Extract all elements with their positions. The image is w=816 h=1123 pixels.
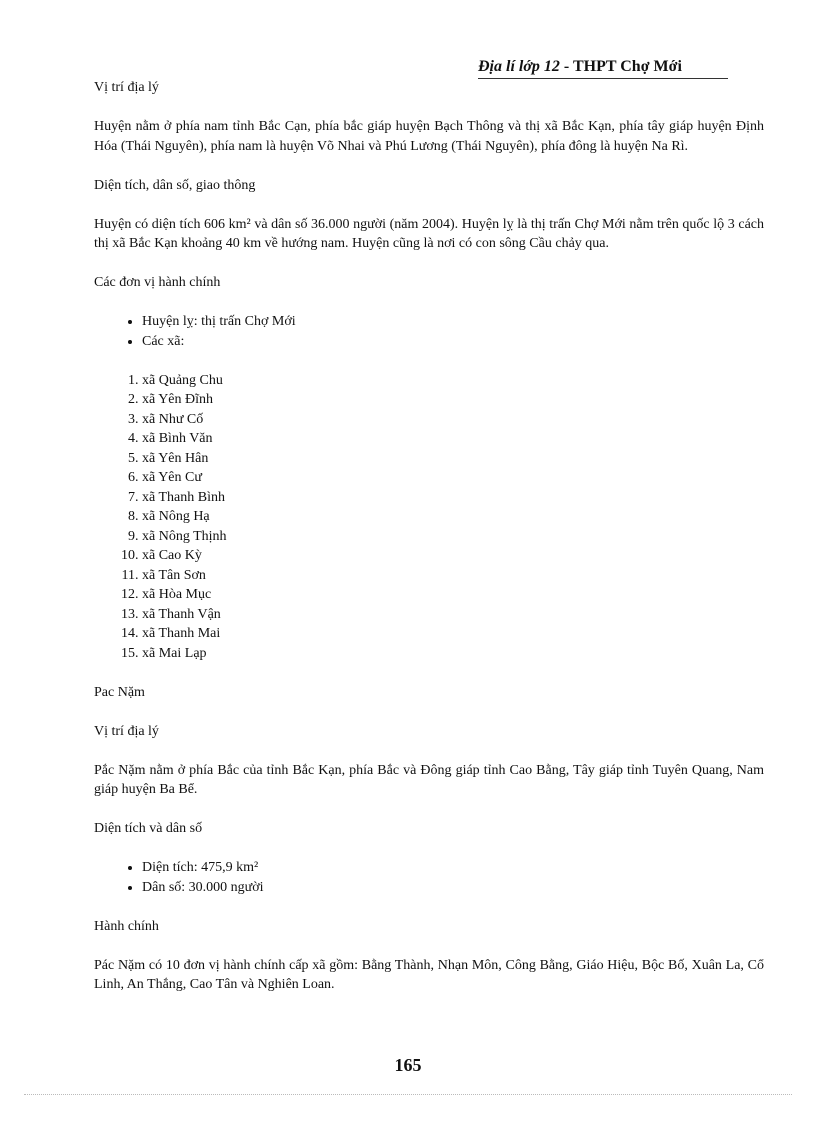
list-item: 14. xã Thanh Mai (142, 624, 764, 644)
list-item: • Các xã: (142, 332, 764, 352)
list-item: • Diện tích: 475,9 km² (142, 858, 764, 878)
section-heading-location-2: Vị trí địa lý (94, 723, 159, 739)
commune-list (94, 371, 764, 664)
paragraph-location-2: Pắc Nặm nằm ở phía Bắc của tỉnh Bắc Kạn, phía Bắc và Đông giáp tỉnh Cao Bằng, Tây giáp tỉnh Tuyên Quang, Nam giáp huyện Ba Bể. (94, 762, 764, 797)
list-item: 1. xã Quảng Chu (142, 371, 764, 391)
list-item: • Huyện lỵ: thị trấn Chợ Mới (142, 312, 764, 332)
paragraph-location: Huyện nằm ở phía nam tỉnh Bắc Cạn, phía bắc giáp huyện Bạch Thông và thị xã Bắc Kạn, phía tây giáp huyện Định Hóa (Thái Nguyên), phía nam là huyện Võ Nhai và Phú Lương (Thái Nguyên), phía đông là huyện Na Rì. (94, 119, 764, 154)
paragraph-area-population: Huyện có diện tích 606 km² và dân số 36.000 người (năm 2004). Huyện lỵ là thị trấn Chợ Mới nằm trên quốc lộ 3 cách thị xã Bắc Kạn khoảng 40 km về hướng nam. Huyện cũng là nơi có con sông Cầu chảy qua. (94, 216, 764, 251)
district-title: Pac Nặm (94, 684, 145, 700)
list-item: 13. xã Thanh Vận (142, 605, 764, 625)
list-item: 11. xã Tân Sơn (142, 566, 764, 586)
list-item: 3. xã Như Cố (142, 410, 764, 430)
list-item: 2. xã Yên Đĩnh (142, 390, 764, 410)
list-item: 8. xã Nông Hạ (142, 507, 764, 527)
list-item: 5. xã Yên Hân (142, 449, 764, 469)
section-heading-location: Vị trí địa lý (94, 80, 159, 95)
list-item: 15. xã Mai Lạp (142, 644, 764, 664)
header-school: - THPT Chợ Mới (559, 58, 682, 75)
list-item: 7. xã Thanh Bình (142, 488, 764, 508)
list-item: 10. xã Cao Kỳ (142, 546, 764, 566)
document-body (94, 78, 764, 1014)
list-item: 9. xã Nông Thịnh (142, 527, 764, 547)
paragraph-administration: Pác Nặm có 10 đơn vị hành chính cấp xã gồm: Bằng Thành, Nhạn Môn, Công Bằng, Giáo Hiệu, Bộc Bố, Xuân La, Cổ Linh, An Thắng, Cao Tân và Nghiên Loan. (94, 957, 764, 992)
admin-bullet-list (94, 312, 764, 351)
page-number: 165 (394, 1055, 422, 1075)
area-population-bullet-list (94, 858, 764, 897)
list-item: 4. xã Bình Văn (142, 429, 764, 449)
section-heading-administration: Hành chính (94, 918, 159, 934)
section-heading-area-population: Diện tích, dân số, giao thông (94, 177, 256, 193)
page-bottom-divider (24, 1094, 792, 1095)
section-heading-admin-units: Các đơn vị hành chính (94, 275, 221, 290)
section-heading-area-population-2: Diện tích và dân số (94, 821, 203, 836)
list-item: 12. xã Hòa Mục (142, 585, 764, 605)
header-subject: Địa lí lớp 12 (478, 58, 560, 75)
list-item: • Dân số: 30.000 người (142, 878, 764, 898)
list-item: 6. xã Yên Cư (142, 468, 764, 488)
